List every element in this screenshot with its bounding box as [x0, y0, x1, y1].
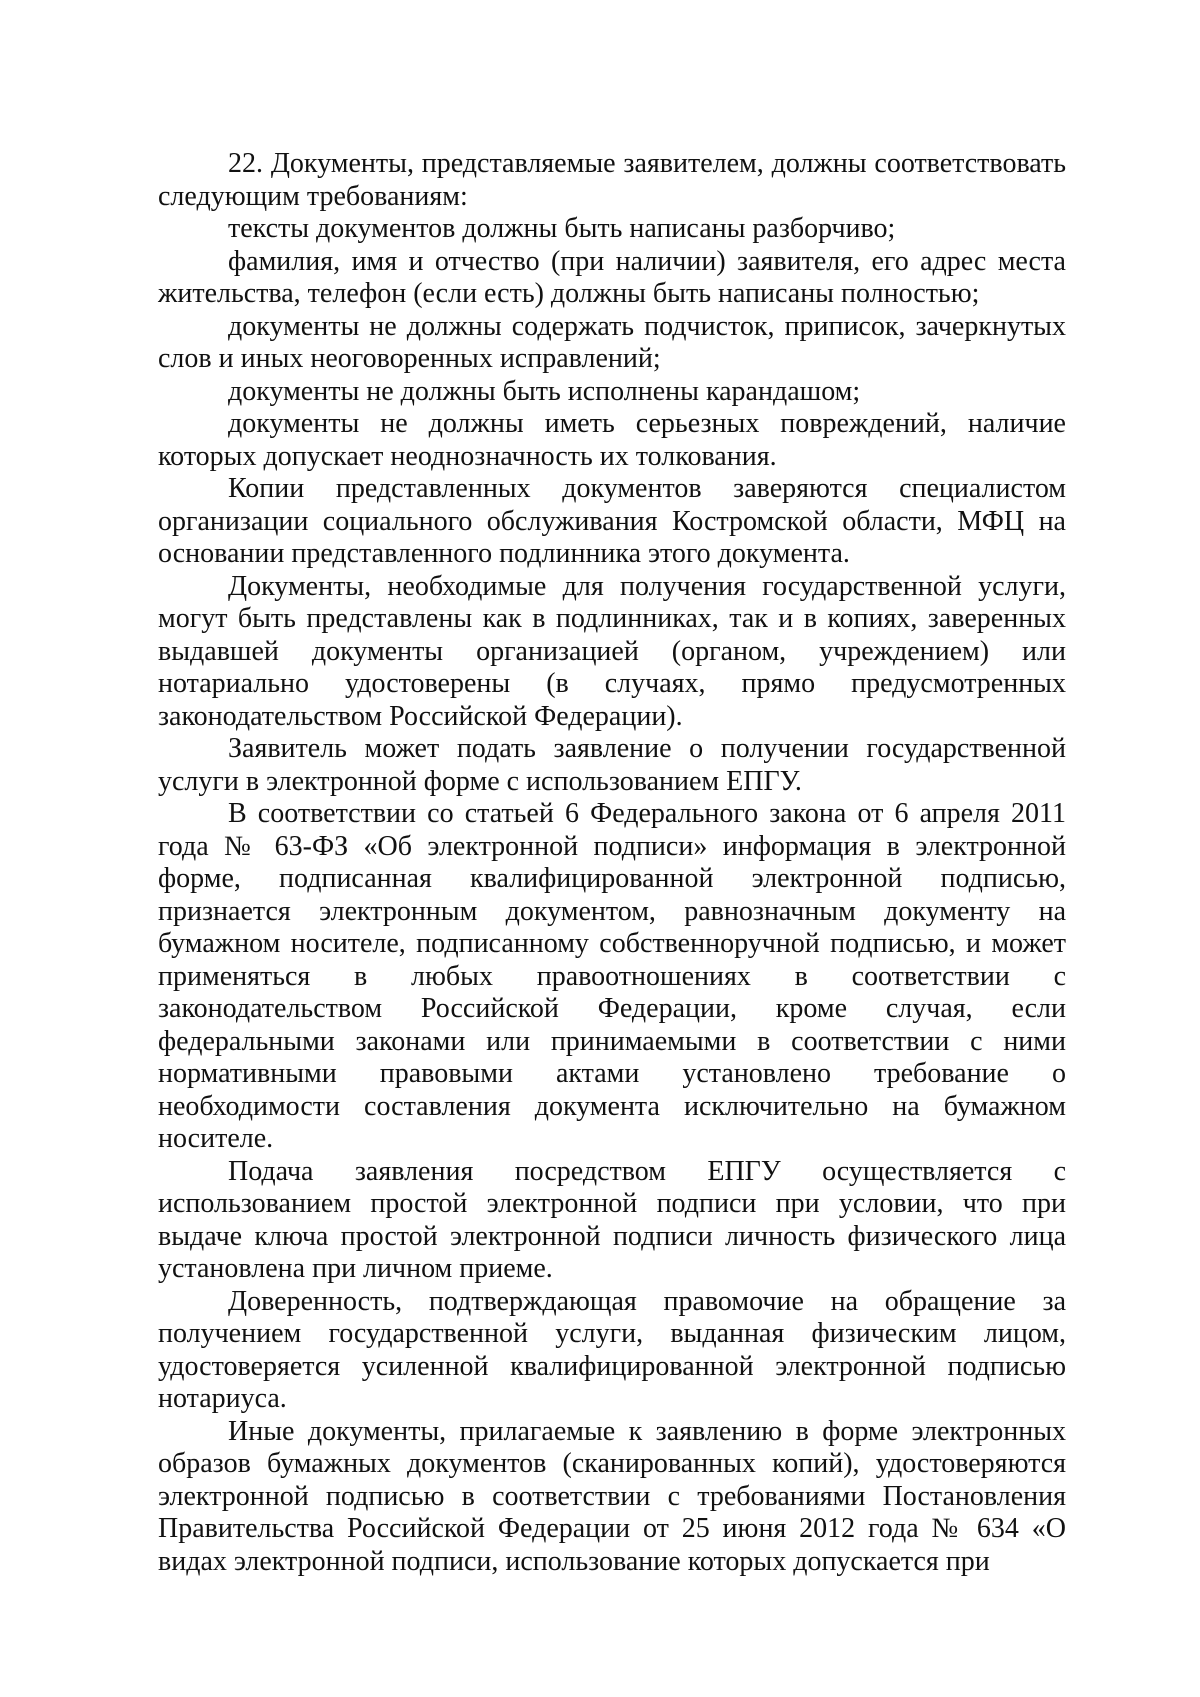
paragraph-no-pencil: документы не должны быть исполнены карандашом;	[228, 375, 861, 407]
paragraph-full-name-address: фамилия, имя и отчество (при наличии) заявителя, его адрес места жительства, телефон (если есть) должны быть написаны полностью;	[158, 245, 1066, 309]
paragraph-other-documents: Иные документы, прилагаемые к заявлению в форме электронных образов бумажных документов (сканированных копий), удостоверяются электронной подписью в соответствии с требованиями Постановления Правительства Российской Федерации от 25 июня 2012 года № 634 «О видах электронной подписи, использование которых допускается при	[158, 1415, 1066, 1577]
paragraph-no-erasures: документы не должны содержать подчисток, приписок, зачеркнутых слов и иных неоговоренных исправлений;	[158, 310, 1066, 374]
paragraph-22-requirements: 22. Документы, представляемые заявителем, должны соответствовать следующим требованиям:	[158, 148, 1066, 212]
document-body	[158, 148, 1066, 1578]
paragraph-originals-or-copies: Документы, необходимые для получения государственной услуги, могут быть представлены как в подлинниках, так и в копиях, заверенных выдавшей документы организацией (органом, учреждением) или нотариально удостоверены (в случаях, прямо предусмотренных законодательством Российской Федерации).	[158, 570, 1066, 732]
paragraph-electronic-signature-law: В соответствии со статьей 6 Федерального закона от 6 апреля 2011 года № 63-ФЗ «Об электронной подписи» информация в электронной форме, подписанная квалифицированной электронной подписью, признается электронным документом, равнозначным документу на бумажном носителе, подписанному собственноручной подписью, и может применяться в любых правоотношениях в соответствии с законодательством Российской Федерации, кроме случая, если федеральными законами или принимаемыми в соответствии с ними нормативными правовыми актами установлено требование о необходимости составления документа исключительно на бумажном носителе.	[158, 798, 1066, 1154]
paragraph-no-damage: документы не должны иметь серьезных повреждений, наличие которых допускает неоднозначность их толкования.	[158, 408, 1066, 472]
paragraph-electronic-application: Заявитель может подать заявление о получении государственной услуги в электронной форме с использованием ЕПГУ.	[158, 733, 1066, 797]
paragraph-simple-signature: Подача заявления посредством ЕПГУ осуществляется с использованием простой электронной подписи при условии, что при выдаче ключа простой электронной подписи личность физического лица установлена при личном приеме.	[158, 1155, 1066, 1284]
paragraph-copies-certified: Копии представленных документов заверяются специалистом организации социального обслуживания Костромской области, МФЦ на основании представленного подлинника этого документа.	[158, 473, 1066, 569]
paragraph-power-of-attorney: Доверенность, подтверждающая правомочие на обращение за получением государственной услуги, выданная физическим лицом, удостоверяется усиленной квалифицированной электронной подписью нотариуса.	[158, 1285, 1066, 1414]
paragraph-legible-text: тексты документов должны быть написаны разборчиво;	[228, 213, 896, 244]
